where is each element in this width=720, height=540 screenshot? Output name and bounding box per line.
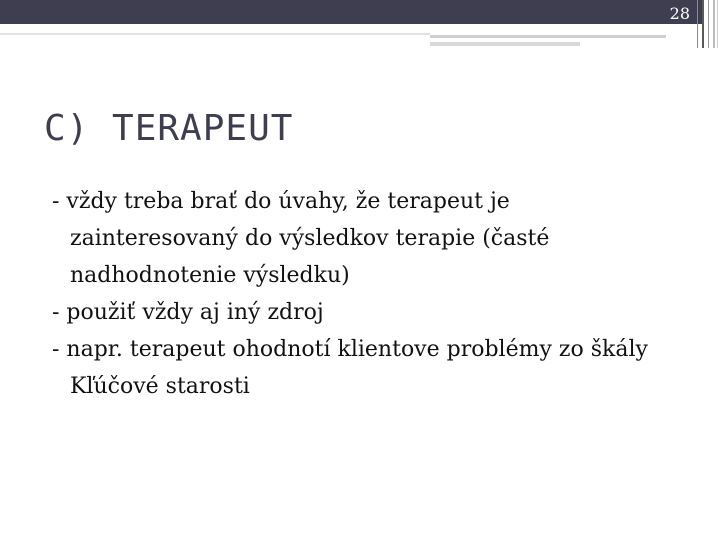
slide-content [52, 183, 672, 405]
decorative-line [430, 42, 580, 46]
slide-number: 28 [669, 4, 690, 23]
decorative-line [430, 35, 666, 38]
decorative-vertical-line [717, 0, 718, 48]
bullet-item: - vždy treba brať do úvahy, že terapeut je zainteresovaný do výsledkov terapie (časté nadhodnotenie výsledku) [52, 189, 550, 288]
slide-title: C) TERAPEUT [44, 108, 294, 149]
header-bar [0, 0, 704, 24]
decorative-line [0, 33, 430, 35]
decorative-vertical-line [713, 0, 715, 48]
decorative-vertical-line [697, 0, 698, 48]
decorative-vertical-line [702, 0, 704, 48]
bullet-item: - použiť vždy aj iný zdroj [52, 300, 324, 325]
decorative-vertical-line [708, 0, 709, 48]
bullet-item: - napr. terapeut ohodnotí klientove problémy zo škály Kľúčové starosti [52, 337, 648, 399]
